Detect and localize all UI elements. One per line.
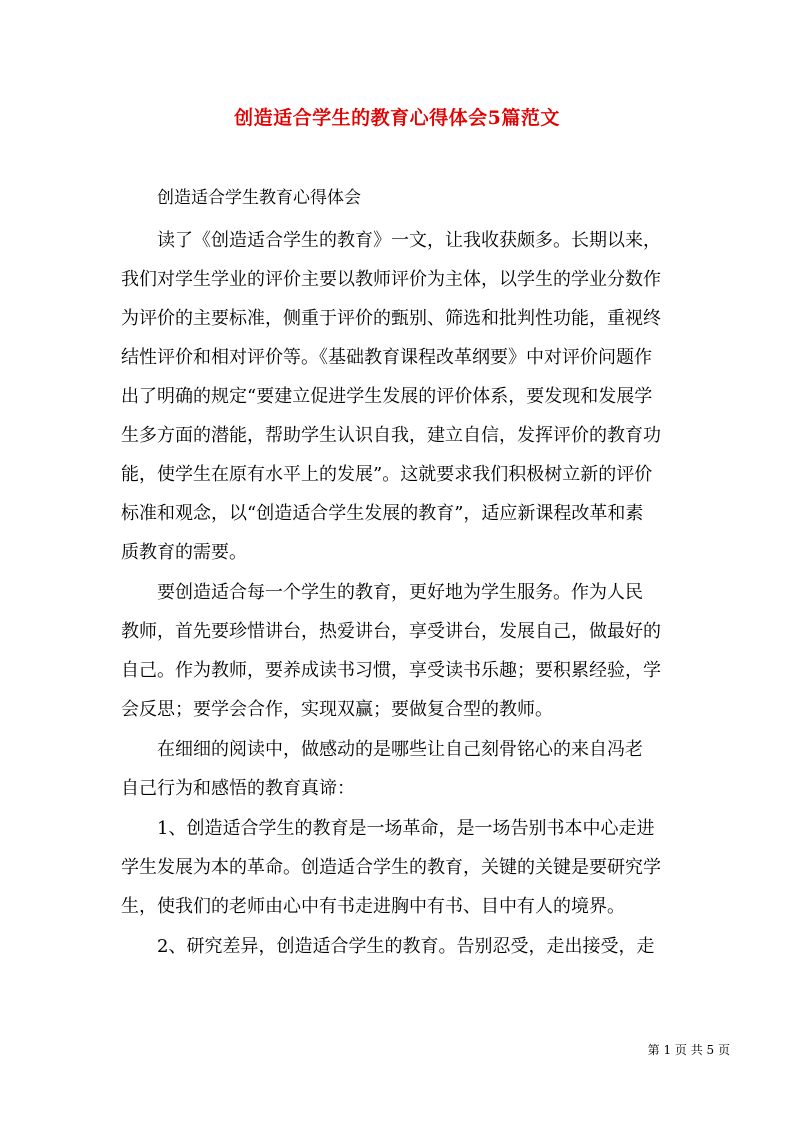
body-line: 能，使学生在原有水平上的发展”。这就要求我们积极树立新的评价 xyxy=(121,464,653,485)
body-line: 生多方面的潜能，帮助学生认识自我，建立自信，发挥评价的教育功 xyxy=(121,425,661,446)
body-line: 教师，首先要珍惜讲台，热爱讲台，享受讲台，发展自己，做最好的 xyxy=(121,621,661,642)
body-line: 生，使我们的老师由心中有书走进胸中有书、目中有人的境界。 xyxy=(121,896,625,917)
body-line: 自己。作为教师，要养成读书习惯，享受读书乐趣；要积累经验，学 xyxy=(121,660,661,681)
body-line: 标准和观念，以“创造适合学生发展的教育”，适应新课程改革和素 xyxy=(121,503,644,524)
body-line: 结性评价和相对评价等。《基础教育课程改革纲要》中对评价问题作 xyxy=(121,347,652,368)
body-line: 自己行为和感悟的教育真谛： xyxy=(121,778,355,799)
body-line: 要创造适合每一个学生的教育，更好地为学生服务。作为人民 xyxy=(157,582,643,603)
body-line: 在细细的阅读中，做感动的是哪些让自己刻骨铭心的来自冯老 xyxy=(157,739,643,760)
body-line: 出了明确的规定“要建立促进学生发展的评价体系，要发现和发展学 xyxy=(121,386,653,407)
body-line: 质教育的需要。 xyxy=(121,542,247,563)
document-title: 创造适合学生的教育心得体会5篇范文 xyxy=(234,107,560,129)
body-line: 为评价的主要标准，侧重于评价的甄别、筛选和批判性功能，重视终 xyxy=(121,308,661,329)
document-subtitle: 创造适合学生教育心得体会 xyxy=(157,188,361,208)
body-line: 会反思；要学会合作，实现双赢；要做复合型的教师。 xyxy=(121,699,553,720)
body-line: 学生发展为本的革命。创造适合学生的教育，关键的关键是要研究学 xyxy=(121,857,661,878)
body-line: 读了《创造适合学生的教育》一文，让我收获颇多。长期以来， xyxy=(157,230,661,251)
body-line: 1、创造适合学生的教育是一场革命，是一场告别书本中心走进 xyxy=(157,818,655,839)
page-number-footer: 第 1 页 共 5 页 xyxy=(647,1043,730,1057)
body-line: 我们对学生学业的评价主要以教师评价为主体，以学生的学业分数作 xyxy=(121,269,661,290)
body-line: 2、研究差异，创造适合学生的教育。告别忍受，走出接受，走 xyxy=(157,936,655,957)
